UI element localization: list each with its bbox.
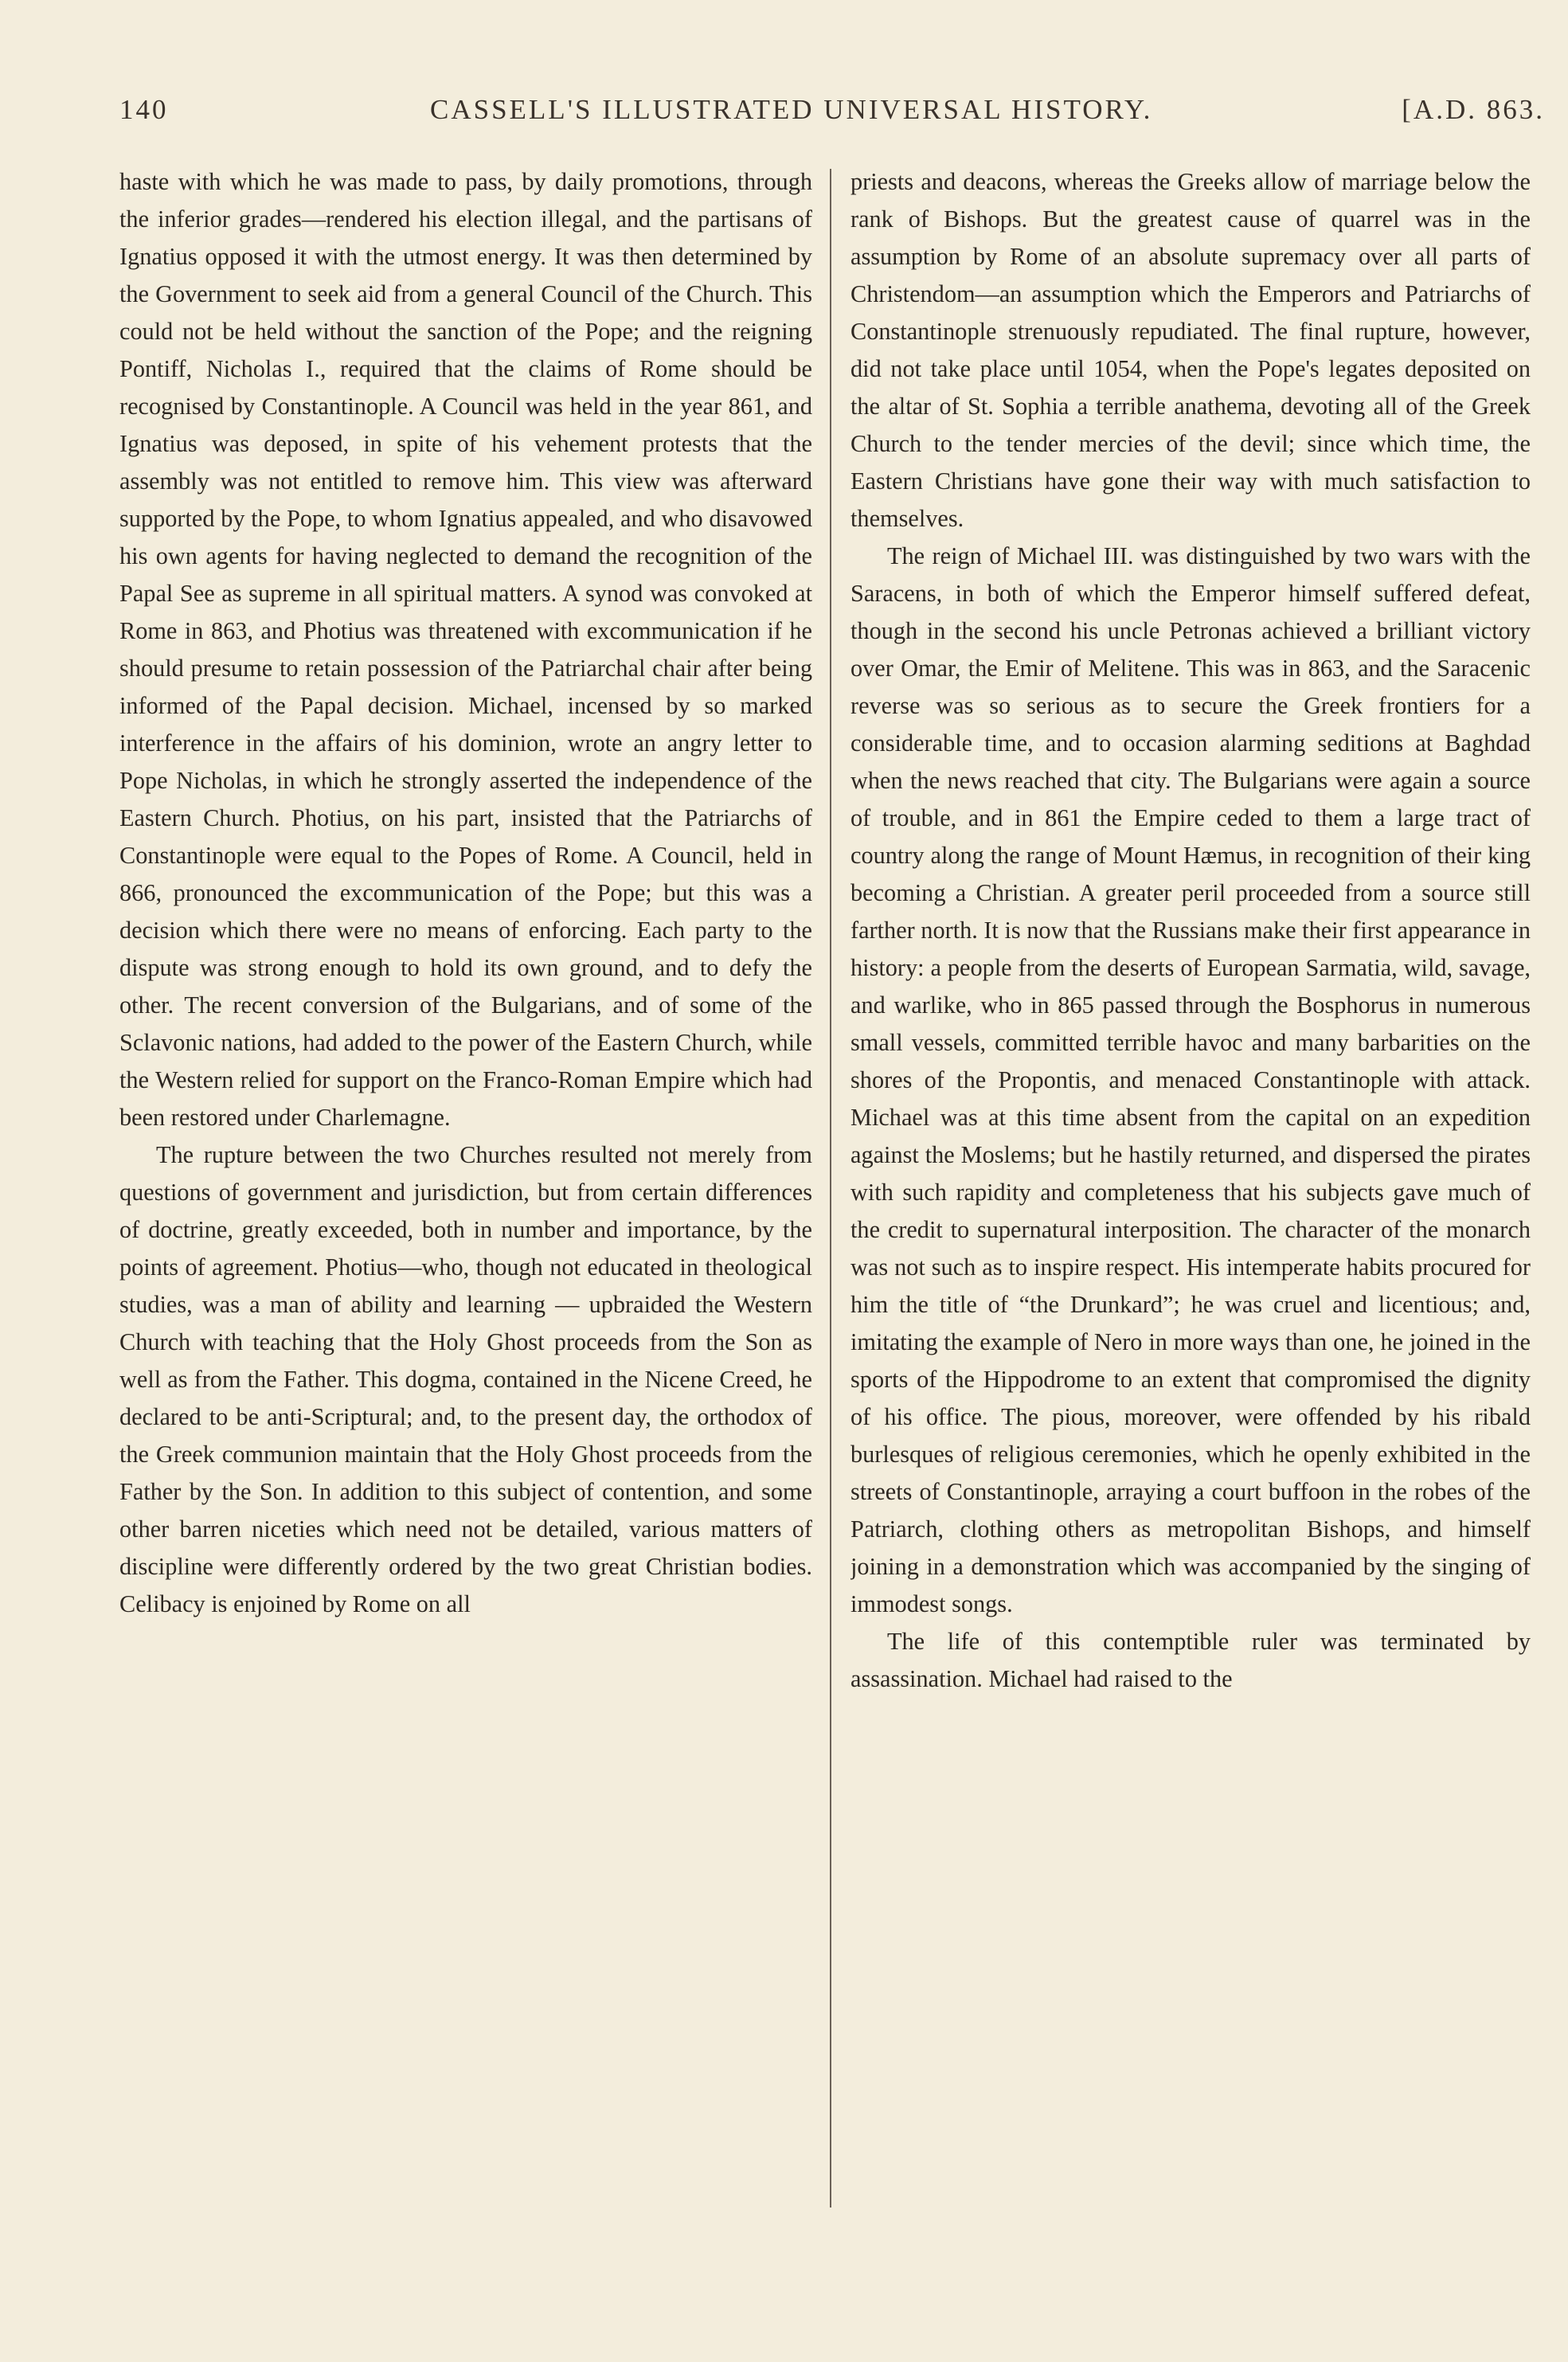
running-title: CASSELL'S ILLUSTRATED UNIVERSAL HISTORY. <box>430 94 1153 125</box>
page-number: 140 <box>119 94 169 125</box>
paragraph-right-1: priests and deacons, whereas the Greeks allow of marriage below the rank of Bishops. But the greatest cause of quarrel was in the assumption by Rome of an absolute supremacy over all parts of Christendom—an assumption which the Emperors and Patriarchs of Constantinople strenuously repudiated. The final rupture, however, did not take place until 1054, when the Pope's legates deposited on the altar of St. Sophia a terrible anathema, devoting all of the Greek Church to the tender mercies of the devil; since which time, the Eastern Christians have gone their way with much satisfaction to themselves. <box>850 168 1531 532</box>
paragraph-left-2: The rupture between the two Churches resulted not merely from questions of government and jurisdiction, but from certain differences of doctrine, greatly exceeded, both in number and importance, by the points of agreement. Photius—who, though not educated in theological studies, was a man of ability and learning — upbraided the Western Church with teaching that the Holy Ghost proceeds from the Son as well as from the Father. This dogma, contained in the Nicene Creed, he declared to be anti-Scriptural; and, to the present day, the orthodox of the Greek communion maintain that the Holy Ghost proceeds from the Father by the Son. In addition to this subject of contention, and some other barren niceties which need not be detailed, various matters of discipline were differently ordered by the two great Christian bodies. Celibacy is enjoined by Rome on all <box>119 1141 812 1617</box>
column-divider <box>830 169 831 2208</box>
paragraph-right-3: The life of this contemptible ruler was terminated by assassination. Michael had raised to the <box>850 1628 1531 1692</box>
paragraph-right-2: The reign of Michael III. was distinguished by two wars with the Saracens, in both of which the Emperor himself suffered defeat, though in the second his uncle Petronas achieved a brilliant victory over Omar, the Emir of Melitene. This was in 863, and the Saracenic reverse was so serious as to secure the Greek frontiers for a considerable time, and to occasion alarming seditions at Baghdad when the news reached that city. The Bulgarians were again a source of trouble, and in 861 the Empire ceded to them a large tract of country along the range of Mount Hæmus, in recognition of their king becoming a Christian. A greater peril proceeded from a source still farther north. It is now that the Russians make their first appearance in history: a people from the deserts of European Sarmatia, wild, savage, and warlike, who in 865 passed through the Bosphorus in numerous small vessels, committed terrible havoc and many barbarities on the shores of the Propontis, and menaced Constantinople with attack. Michael was at this time absent from the capital on an expedition against the Moslems; but he hastily returned, and dispersed the pirates with such rapidity and completeness that his subjects gave much of the credit to supernatural interposition. The character of the monarch was not such as to inspire respect. His intemperate habits procured for him the title of “the Drunkard”; he was cruel and licentious; and, imitating the example of Nero in more ways than one, he joined in the sports of the Hippodrome to an extent that compromised the dignity of his office. The pious, moreover, were offended by his ribald burlesques of religious ceremonies, which he openly exhibited in the streets of Constantinople, arraying a court buffoon in the robes of the Patriarch, clothing others as metropolitan Bishops, and himself joining in a demonstration which was accompanied by the singing of immodest songs. <box>850 542 1531 1617</box>
left-column <box>119 163 812 2250</box>
paragraph-left-1: haste with which he was made to pass, by daily promotions, through the inferior grades—rendered his election illegal, and the partisans of Ignatius opposed it with the utmost energy. It was then determined by the Government to seek aid from a general Council of the Church. This could not be held without the sanction of the Pope; and the reigning Pontiff, Nicholas I., required that the claims of Rome should be recognised by Constantinople. A Council was held in the year 861, and Ignatius was deposed, in spite of his vehement protests that the assembly was not entitled to remove him. This view was afterward supported by the Pope, to whom Ignatius appealed, and who disavowed his own agents for having neglected to demand the recognition of the Papal See as supreme in all spiritual matters. A synod was convoked at Rome in 863, and Photius was threatened with excommunication if he should presume to retain possession of the Patriarchal chair after being informed of the Papal decision. Michael, incensed by so marked interference in the affairs of his dominion, wrote an angry letter to Pope Nicholas, in which he strongly asserted the independence of the Eastern Church. Photius, on his part, insisted that the Patriarchs of Constantinople were equal to the Popes of Rome. A Council, held in 866, pronounced the excommunication of the Pope; but this was a decision which there were no means of enforcing. Each party to the dispute was strong enough to hold its own ground, and to defy the other. The recent conversion of the Bulgarians, and of some of the Sclavonic nations, had added to the power of the Eastern Church, while the Western relied for support on the Franco-Roman Empire which had been restored under Charlemagne. <box>119 168 812 1131</box>
date-reference: [A.D. 863. <box>1402 94 1545 125</box>
page-header <box>119 94 1545 142</box>
right-column <box>850 163 1531 2250</box>
